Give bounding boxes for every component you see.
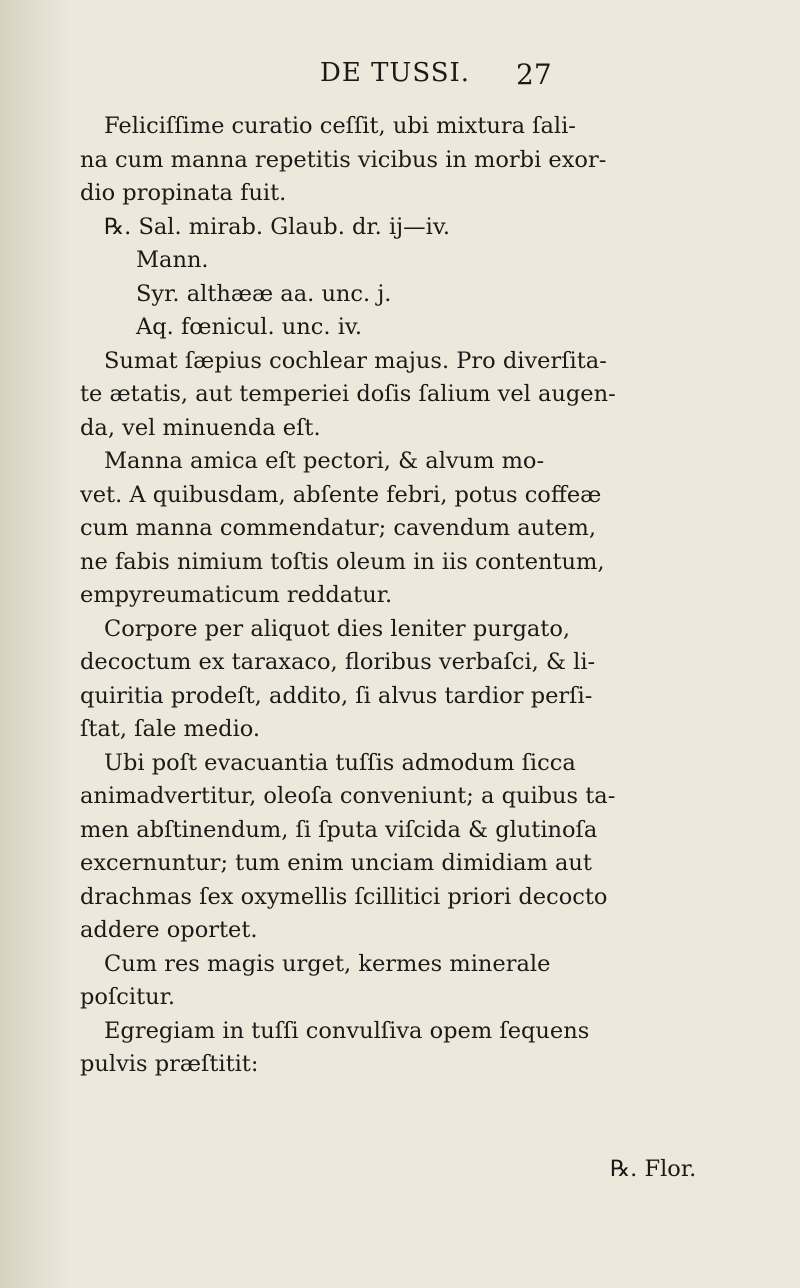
- text-line: Feliciſſime curatio ceſſit, ubi mixtura ſali-: [104, 113, 576, 139]
- text-line: vet. A quibusdam, abſente febri, potus coffeæ: [80, 481, 602, 508]
- text-line: dio propinata fuit.: [80, 180, 287, 206]
- running-head: DE TUSSI.: [320, 58, 471, 88]
- body-text: [80, 110, 720, 1082]
- text-line: ne fabis nimium toſtis oleum in iis contentum,: [80, 548, 605, 575]
- text-line: Sumat ſæpius cochlear majus. Pro diverſita-: [104, 347, 607, 374]
- text-line: excernuntur; tum enim unciam dimidiam aut: [80, 850, 592, 876]
- text-line: poſcitur.: [80, 984, 176, 1010]
- text-line: quiritia prodeſt, addito, ſi alvus tardior perſi-: [80, 682, 593, 709]
- page-stain: [0, 0, 70, 1288]
- text-line: decoctum ex taraxaco, floribus verbaſci, & li-: [80, 649, 596, 675]
- text-line: animadvertitur, oleoſa conveniunt; a quibus ta-: [80, 783, 616, 809]
- text-line: Corpore per aliquot dies leniter purgato,: [104, 615, 571, 642]
- text-line: Egregiam in tuſſi convulſiva opem ſequens: [104, 1017, 590, 1044]
- page-number: 27: [516, 58, 552, 91]
- text-line: Syr. althææ aa. unc. j.: [136, 280, 392, 307]
- text-line: na cum manna repetitis vicibus in morbi exor-: [80, 146, 607, 173]
- text-line: Aq. fœnicul. unc. iv.: [136, 314, 363, 340]
- text-line: addere oportet.: [80, 917, 258, 943]
- text-line: Cum res magis urget, kermes minerale: [104, 950, 551, 977]
- text-line: empyreumaticum reddatur.: [80, 582, 393, 608]
- catchword: ℞. Flor.: [610, 1156, 697, 1182]
- text-line: Manna amica eſt pectori, & alvum mo-: [104, 448, 545, 474]
- text-line: ℞. Sal. mirab. Glaub. dr. ij—iv.: [104, 213, 451, 240]
- text-line: men abſtinendum, ſi ſputa viſcida & glutinoſa: [80, 816, 598, 843]
- text-line: drachmas ſex oxymellis ſcillitici priori decocto: [80, 883, 608, 910]
- text-line: cum manna commendatur; cavendum autem,: [80, 515, 597, 541]
- text-line: da, vel minuenda eſt.: [80, 414, 321, 441]
- text-line: ſtat, ſale medio.: [80, 716, 261, 742]
- text-line: Mann.: [136, 247, 209, 273]
- text-line: te ætatis, aut temperiei doſis ſalium vel augen-: [80, 381, 616, 407]
- text-line: Ubi poſt evacuantia tuſſis admodum ſicca: [104, 749, 576, 776]
- page-header: [0, 58, 800, 98]
- text-line: pulvis præſtitit:: [80, 1051, 259, 1077]
